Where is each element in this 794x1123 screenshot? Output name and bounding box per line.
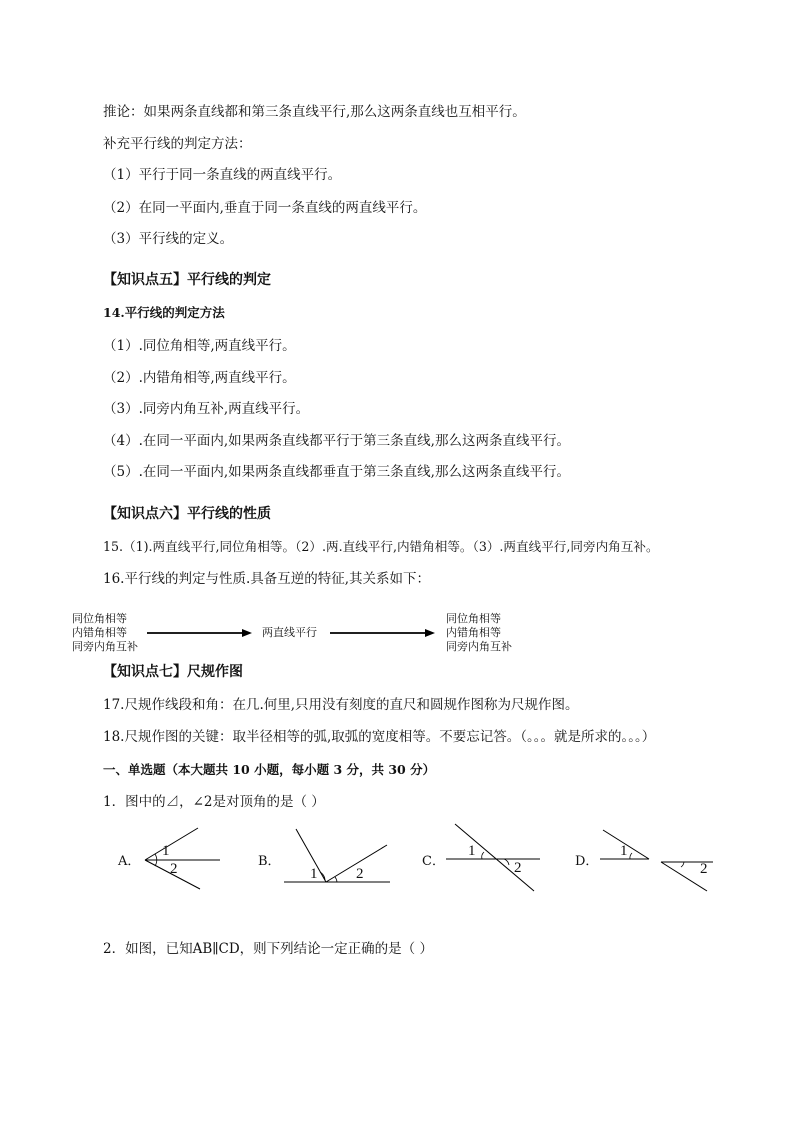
option-a-angle1: 1 bbox=[162, 843, 170, 859]
right-item-2: 内错角相等 bbox=[446, 626, 501, 639]
method-3: （3）平行线的定义。 bbox=[103, 231, 234, 247]
option-b-label: B． bbox=[258, 854, 281, 869]
criterion-5: （5）.在同一平面内,如果两条直线都垂直于第三条直线,那么这两条直线平行。 bbox=[103, 464, 570, 480]
method-2: （2）在同一平面内,垂直于同一条直线的两直线平行。 bbox=[103, 200, 427, 216]
option-a-angle2: 2 bbox=[170, 861, 178, 877]
option-b-angle2: 2 bbox=[356, 866, 364, 882]
left-item-3: 同旁内角互补 bbox=[72, 640, 138, 653]
subheading-14: 14.平行线的判定方法 bbox=[103, 305, 225, 320]
question-1: 1．图中的⊿，∠2是对顶角的是（ ） bbox=[103, 794, 325, 810]
section-heading-5: 【知识点五】平行线的判定 bbox=[103, 272, 271, 288]
right-item-1: 同位角相等 bbox=[446, 612, 501, 625]
compass-17: 17.尺规作线段和角：在几.何里,只用没有刻度的直尺和圆规作图称为尺规作图。 bbox=[103, 697, 579, 713]
question-2: 2．如图，已知AB∥CD，则下列结论一定正确的是（ ） bbox=[103, 941, 433, 957]
criterion-3: （3）.同旁内角互补,两直线平行。 bbox=[103, 401, 310, 417]
section-single-choice: 一、单选题（本大题共 10 小题，每小题 3 分，共 30 分） bbox=[103, 762, 436, 777]
criterion-1: （1）.同位角相等,两直线平行。 bbox=[103, 338, 296, 354]
option-b-angle1: 1 bbox=[310, 866, 318, 882]
option-c-label: C． bbox=[422, 854, 445, 869]
option-d-label: D． bbox=[575, 854, 599, 869]
section-heading-6: 【知识点六】平行线的性质 bbox=[103, 506, 271, 522]
property-15: 15.（1).两直线平行,同位角相等。（2）.两.直线平行,内错角相等。（3）.两直线平行,同旁内角互补。 bbox=[103, 539, 659, 554]
option-c-angle1: 1 bbox=[468, 843, 476, 859]
left-item-2: 内错角相等 bbox=[72, 626, 127, 639]
option-a-label: A． bbox=[118, 854, 141, 869]
method-1: （1）平行于同一条直线的两直线平行。 bbox=[103, 167, 342, 183]
left-item-1: 同位角相等 bbox=[72, 612, 127, 625]
compass-18: 18.尺规作图的关键：取半径相等的弧,取弧的宽度相等。不要忘记答。（。。。就是所求的。。。） bbox=[103, 729, 656, 745]
option-d-angle1: 1 bbox=[620, 843, 628, 859]
right-item-3: 同旁内角互补 bbox=[446, 640, 512, 653]
middle-item: 两直线平行 bbox=[262, 626, 317, 639]
criterion-2: （2）.内错角相等,两直线平行。 bbox=[103, 370, 296, 386]
option-d-angle2: 2 bbox=[700, 861, 708, 877]
criterion-4: （4）.在同一平面内,如果两条直线都平行于第三条直线,那么这两条直线平行。 bbox=[103, 433, 570, 449]
relation-16: 16.平行线的判定与性质.具备互逆的特征,其关系如下： bbox=[103, 571, 431, 587]
supplement-title: 补充平行线的判定方法： bbox=[103, 136, 252, 152]
section-heading-7: 【知识点七】尺规作图 bbox=[103, 664, 243, 680]
option-c-angle2: 2 bbox=[514, 860, 522, 876]
corollary-line: 推论：如果两条直线都和第三条直线平行,那么这两条直线也互相平行。 bbox=[103, 104, 526, 120]
